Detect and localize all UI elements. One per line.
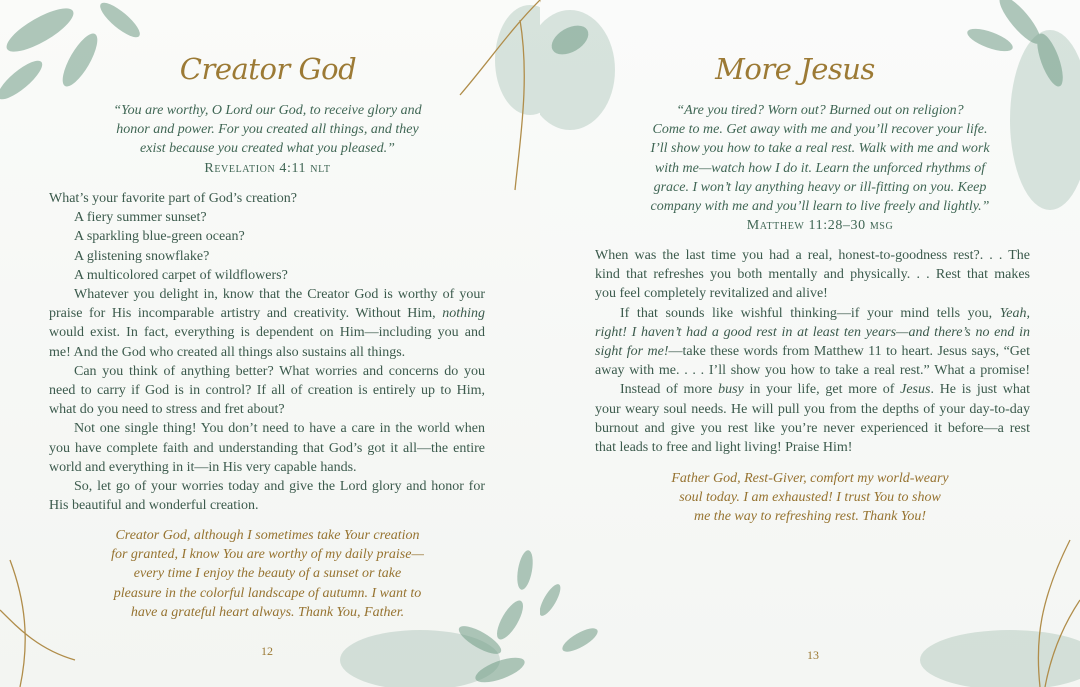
quote-line: “Are you tired? Worn out? Burned out on religion?	[676, 103, 964, 118]
text: A sparkling blue-green ocean?	[74, 229, 245, 245]
text: What’s your favorite part of God’s creation?	[49, 191, 298, 206]
scripture-citation: Matthew 11:28–30 msg	[746, 218, 894, 234]
body-line	[595, 323, 1030, 342]
body-line	[49, 227, 485, 246]
text: . He is just what	[930, 382, 1030, 398]
body-text	[49, 189, 485, 515]
text: what do you need to stress and fret about?	[49, 402, 285, 418]
italic-text: busy	[718, 382, 744, 398]
quote-line: grace. I won’t lay anything heavy or ill-fitting on you. Keep	[653, 179, 987, 195]
text: in your life, get more of	[743, 382, 901, 398]
body-line	[595, 265, 1030, 284]
italic-text: Jesus	[900, 382, 931, 398]
text: world and everything in it—in His very capable hands.	[49, 459, 357, 475]
body-line	[49, 439, 485, 458]
body-line	[595, 342, 1030, 361]
text: Whatever you delight in, know that the Creator God is worthy of your	[74, 287, 485, 303]
text: need to carry if God is in control? If all of creation is entirely up to Him,	[49, 383, 485, 399]
body-line	[49, 189, 485, 208]
body-line	[49, 343, 485, 362]
text: would exist. In fact, everything is dependent on Him—including you and	[49, 325, 485, 341]
body-line	[49, 362, 485, 381]
text: praise for His incomparable artistry and creativity. Without Him,	[49, 306, 443, 322]
body-line	[49, 323, 485, 342]
text: you have complete faith and understanding that God’s got it all—the entire	[49, 440, 485, 456]
body-line	[49, 400, 485, 419]
body-line	[49, 381, 485, 400]
quote-line: honor and power. For you created all things, and they	[116, 122, 419, 138]
page-title: Creator God	[179, 52, 357, 86]
page-number: 13	[807, 648, 819, 662]
text: If that sounds like wishful thinking—if your mind tells you,	[620, 305, 1000, 321]
quote-line: “You are worthy, O Lord our God, to receive glory and	[113, 103, 422, 118]
body-line	[49, 208, 485, 227]
page-title: More Jesus	[715, 52, 875, 86]
quote-line: company with me and you’ll learn to live freely and lightly.”	[650, 199, 990, 215]
text: Can you think of anything better? What worries and concerns do you	[74, 363, 485, 379]
body-line	[49, 266, 485, 285]
italic-text: right! I haven’t had a good rest in at least ten years—and there’s no end in	[595, 324, 1030, 340]
body-line	[49, 477, 485, 496]
body-line	[49, 419, 485, 438]
body-line	[49, 458, 485, 477]
prayer-line: for granted, I know You are worthy of my daily praise—	[111, 547, 424, 563]
text: me! And the God who created all things also sustains all things.	[49, 344, 406, 360]
right-page	[540, 0, 1080, 687]
text: away with me. . . . I’ll show you how to take a real rest.” What a promise!	[595, 363, 1030, 379]
text: A fiery summer sunset?	[74, 210, 207, 226]
text: —take these words from Matthew 11 to heart. Jesus says, “Get	[668, 344, 1030, 360]
text: kind that refreshes you both mentally and physically. . . Rest that makes	[595, 267, 1030, 283]
text: burnout and give you rest like you’re never experienced it before—a rest	[595, 420, 1030, 436]
body-line	[595, 246, 1030, 265]
body-line	[49, 304, 485, 323]
scripture-citation: Revelation 4:11 nlt	[204, 160, 331, 176]
body-line	[49, 285, 485, 304]
italic-text: Yeah,	[999, 305, 1030, 321]
body-line	[595, 284, 1030, 303]
page-number: 12	[261, 644, 273, 658]
italic-text: nothing	[442, 306, 485, 322]
prayer-line: Father God, Rest-Giver, comfort my world-weary	[671, 471, 949, 486]
prayer-line: every time I enjoy the beauty of a sunset or take	[133, 566, 402, 582]
text: A glistening snowflake?	[74, 248, 210, 264]
text: So, let go of your worries today and give the Lord glory and honor for	[74, 479, 485, 495]
text: His beautiful and wonderful creation.	[49, 498, 259, 514]
prayer-line: me the way to refreshing rest. Thank You!	[693, 509, 927, 525]
prayer-line: Creator God, although I sometimes take Your creation	[115, 528, 420, 543]
quote-line: I’ll show you how to take a real rest. Walk with me and work	[650, 141, 990, 157]
quote-line: with me—watch how I do it. Learn the unforced rhythms of	[654, 160, 986, 176]
text: you feel completely revitalized and alive!	[595, 286, 828, 302]
scripture-quote	[60, 101, 475, 178]
scripture-quote	[590, 101, 1050, 235]
text: Not one single thing! You don’t need to have a care in the world when	[74, 421, 485, 437]
prayer-line: soul today. I am exhausted! I trust You to show	[679, 490, 941, 506]
body-line	[595, 304, 1030, 323]
prayer-line: pleasure in the colorful landscape of autumn. I want to	[113, 585, 422, 601]
body-line	[49, 247, 485, 266]
body-text	[595, 246, 1030, 457]
quote-line: Come to me. Get away with me and you’ll recover your life.	[652, 122, 988, 138]
body-line	[595, 438, 1030, 457]
text: that leads to free and light living! Praise Him!	[595, 440, 853, 456]
text: Instead of more	[620, 382, 719, 398]
body-line	[595, 361, 1030, 380]
text: A multicolored carpet of wildflowers?	[74, 267, 288, 283]
prayer-line: have a grateful heart always. Thank You, Father.	[130, 604, 405, 620]
italic-text: sight for me!	[595, 344, 669, 360]
text: your weary soul needs. He will pull you from the depths of your day-to-day	[595, 401, 1030, 417]
body-line	[595, 380, 1030, 399]
quote-line: exist because you created what you pleased.”	[140, 141, 395, 157]
text: When was the last time you had a real, honest-to-goodness rest?. . . The	[595, 248, 1030, 263]
body-line	[595, 400, 1030, 419]
body-line	[49, 496, 485, 515]
body-line	[595, 419, 1030, 438]
prayer	[600, 469, 1020, 527]
prayer	[60, 526, 475, 622]
